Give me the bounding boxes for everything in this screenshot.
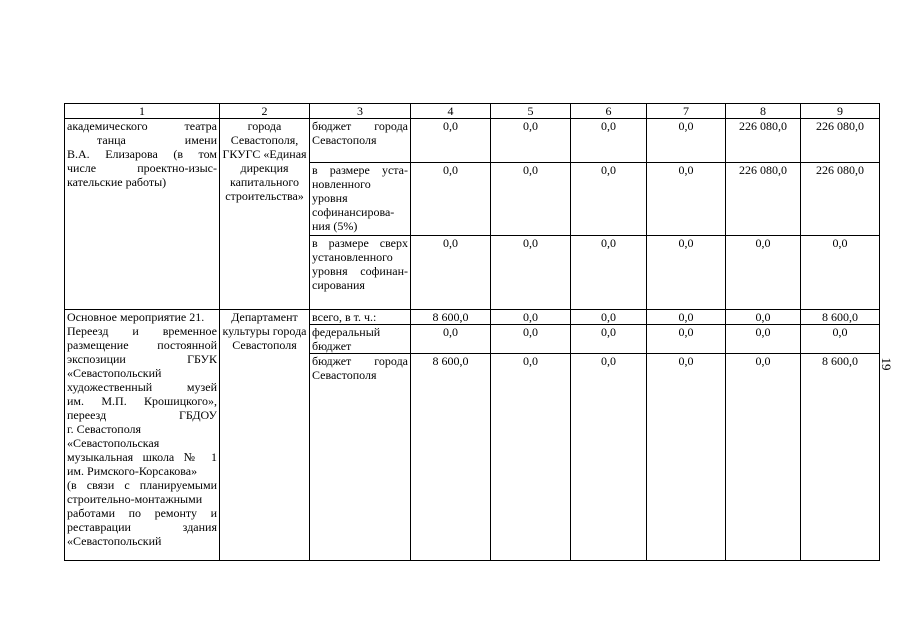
funding-source-line: Севастополя <box>312 368 377 382</box>
measure-name-line: им. Римского-Корсакова» <box>67 464 198 478</box>
funding-source-cell <box>310 163 411 236</box>
value-cell: 0,0 <box>411 119 491 163</box>
funding-source-cell <box>310 236 411 310</box>
funding-source-line: федеральный <box>312 325 381 339</box>
measure-name-line: строительно-монтажными <box>67 492 203 506</box>
value-cell: 8 600,0 <box>411 354 491 561</box>
table-row <box>65 119 880 163</box>
measure-name-line: размещение постоянной <box>67 338 217 352</box>
value-cell: 0,0 <box>801 236 880 310</box>
measure-name-line: танца имени <box>97 133 217 147</box>
executor-line: города <box>247 119 282 133</box>
value-cell: 0,0 <box>571 119 647 163</box>
value-cell: 0,0 <box>726 236 801 310</box>
value-cell: 0,0 <box>726 325 801 354</box>
header-row <box>65 104 880 119</box>
value-cell: 0,0 <box>491 310 571 325</box>
value-cell: 0,0 <box>491 236 571 310</box>
page-number: 19 <box>879 357 894 371</box>
executor-line: Севастополя <box>232 338 297 352</box>
value-cell: 0,0 <box>411 325 491 354</box>
value-cell: 0,0 <box>726 354 801 561</box>
value-cell: 0,0 <box>647 119 726 163</box>
header-cell-9: 9 <box>801 104 880 119</box>
executor-line: Департамент <box>231 310 298 324</box>
value-cell: 0,0 <box>571 236 647 310</box>
measure-name-line: числе проектно-изыс- <box>67 161 217 175</box>
measure-name-line: им. М.П. Крошицкого», <box>67 394 217 408</box>
measure-name-line: академического театра <box>67 119 217 133</box>
funding-source-line: бюджет <box>312 339 352 353</box>
value-cell: 0,0 <box>647 310 726 325</box>
measure-name-line: художественный музей <box>67 380 217 394</box>
value-cell: 0,0 <box>647 325 726 354</box>
executor-line: Севастополя, <box>230 133 299 147</box>
value-cell: 8 600,0 <box>801 354 880 561</box>
funding-source-line: Севастополя <box>312 133 377 147</box>
measure-name-line: Переезд и временное <box>67 324 217 338</box>
executor-line: капитального <box>230 175 299 189</box>
executor-line: строительства» <box>225 189 304 203</box>
funding-source-cell <box>310 354 411 561</box>
value-cell: 0,0 <box>411 236 491 310</box>
funding-source-line: софинансирова- <box>312 205 395 219</box>
table-row <box>65 310 880 325</box>
header-cell-8: 8 <box>726 104 801 119</box>
funding-source-line: бюджет города <box>312 354 408 368</box>
value-cell: 0,0 <box>491 163 571 236</box>
measure-name-line: «Севастопольский <box>67 534 162 548</box>
measure-name-line: (в связи с планируемыми <box>67 478 217 492</box>
funding-source-line: бюджет города <box>312 119 408 133</box>
value-cell: 0,0 <box>647 163 726 236</box>
value-cell: 0,0 <box>491 325 571 354</box>
header-cell-5: 5 <box>491 104 571 119</box>
measure-name-line: переезд ГБДОУ <box>67 408 217 422</box>
funding-source-line: установленного <box>312 250 393 264</box>
measure-name-line: музыкальная школа № 1 <box>67 450 217 464</box>
measure-name-line: «Севастопольская <box>67 436 160 450</box>
funding-source-cell <box>310 325 411 354</box>
measure-name-line: г. Севастополя <box>67 422 142 436</box>
header-cell-6: 6 <box>571 104 647 119</box>
value-cell: 8 600,0 <box>411 310 491 325</box>
funding-source-cell <box>310 310 411 325</box>
header-cell-3: 3 <box>310 104 411 119</box>
value-cell: 0,0 <box>571 163 647 236</box>
executor-line: ГКУГС «Единая <box>222 147 307 161</box>
measure-name-cell <box>65 119 220 310</box>
value-cell: 0,0 <box>647 354 726 561</box>
measure-name-cell <box>65 310 220 561</box>
measure-name-line: работами по ремонту и <box>67 506 217 520</box>
budget-table <box>64 103 880 561</box>
value-cell: 0,0 <box>571 310 647 325</box>
value-cell: 226 080,0 <box>726 163 801 236</box>
value-cell: 226 080,0 <box>801 163 880 236</box>
measure-name-line: реставрации здания <box>67 520 217 534</box>
measure-name-line: кательские работы) <box>67 175 167 189</box>
header-cell-7: 7 <box>647 104 726 119</box>
measure-name-line: В.А. Елизарова (в том <box>67 147 217 161</box>
funding-source-line: в размере сверх <box>312 236 408 250</box>
header-cell-1: 1 <box>65 104 220 119</box>
funding-source-line: уровня софинан- <box>312 264 408 278</box>
funding-source-line: сирования <box>312 278 365 292</box>
value-cell: 226 080,0 <box>801 119 880 163</box>
header-cell-4: 4 <box>411 104 491 119</box>
measure-name-line: Основное мероприятие 21. <box>67 310 205 324</box>
executor-cell <box>220 310 310 561</box>
value-cell: 0,0 <box>726 310 801 325</box>
value-cell: 0,0 <box>411 163 491 236</box>
executor-line: культуры города <box>222 324 307 338</box>
funding-source-line: ния (5%) <box>312 219 358 233</box>
funding-source-line: уровня <box>312 191 348 205</box>
value-cell: 0,0 <box>571 325 647 354</box>
value-cell: 8 600,0 <box>801 310 880 325</box>
funding-source-line: всего, в т. ч.: <box>312 310 377 324</box>
measure-name-line: экспозиции ГБУК <box>67 352 217 366</box>
funding-source-line: в размере уста- <box>312 163 408 177</box>
funding-source-cell <box>310 119 411 163</box>
executor-line: дирекция <box>240 161 289 175</box>
measure-name-line: «Севастопольский <box>67 366 162 380</box>
funding-source-line: новленного <box>312 177 371 191</box>
value-cell: 0,0 <box>801 325 880 354</box>
header-cell-2: 2 <box>220 104 310 119</box>
value-cell: 0,0 <box>571 354 647 561</box>
value-cell: 0,0 <box>491 354 571 561</box>
executor-cell <box>220 119 310 310</box>
value-cell: 0,0 <box>647 236 726 310</box>
value-cell: 226 080,0 <box>726 119 801 163</box>
value-cell: 0,0 <box>491 119 571 163</box>
